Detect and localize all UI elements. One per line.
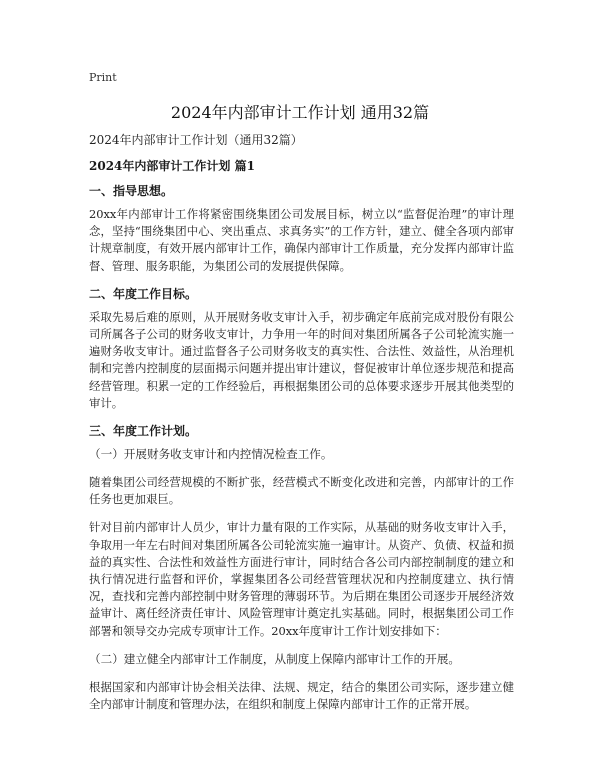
paragraph-audit-system: 根据国家和内部审计协会相关法律、法规、规定，结合的集团公司实际，逐步建立健全内部审计制度和管理办法，在组织和制度上保障内部审计工作的正常开展。 [89, 679, 514, 712]
subheading-audit-system: （二）建立健全内部审计工作制度，从制度上保障内部审计工作的开展。 [89, 651, 461, 666]
section-heading-annual-plan: 三、年度工作计划。 [89, 424, 198, 439]
document-title: 2024年内部审计工作计划 通用32篇 [170, 103, 430, 122]
section-heading-guiding-thought: 一、指导思想。 [89, 184, 174, 198]
subheading-financial-audit: （一）开展财务收支审计和内控情况检查工作。 [89, 447, 333, 462]
paragraph-annual-goal: 采取先易后难的原则，从开展财务收支审计入手，初步确定年底前完成对股份有限公司所属各子公司的财务收支审计，力争用一年的时间对集团所属各子公司轮流实施一遍财务收支审计。通过监督各子公司财务收支的真实性、合法性、效益性，从治理机制和完善内控制度的层面揭示问题并提出审计建议，督促被审计单位逐步规范和提高经营管理。积累一定的工作经验后，再根据集团公司的总体要求逐步开展其他类型的审计。 [89, 309, 514, 410]
paragraph-guiding-thought: 20xx年内部审计工作将紧密围绕集团公司发展目标，树立以“监督促治理”的审计理念，坚持“围绕集团中心、突出重点、求真务实”的工作方针，建立、健全各项内部审计规章制度，有效开展内部审计工作，确保内部审计工作质量，充分发挥内部审计监督、管理、服务职能，为集团公司的发展提供保障。 [89, 207, 514, 273]
print-label: Print [89, 71, 117, 84]
article-heading: 2024年内部审计工作计划 篇1 [89, 159, 255, 173]
paragraph-expansion: 随着集团公司经营规模的不断扩张，经营模式不断变化改进和完善，内部审计的工作任务也更加艰巨。 [89, 475, 514, 507]
document-body [89, 132, 514, 724]
section-heading-annual-goal: 二、年度工作目标。 [89, 286, 198, 301]
document-subtitle: 2024年内部审计工作计划（通用32篇） [89, 133, 303, 147]
paragraph-audit-approach: 针对目前内部审计人员少，审计力量有限的工作实际，从基础的财务收支审计入手，争取用一年左右时间对集团所属各公司轮流实施一遍审计。从资产、负债、权益和损益的真实性、合法性和效益性方面进行审计，同时结合各公司内部控制制度的建立和执行情况进行监督和评价，掌握集团各公司经营管理状况和内控制度建立、执行情况，查找和完善内部控制中财务管理的薄弱环节。为后期在集团公司逐步开展经济效益审计、离任经济责任审计、风险管理审计奠定扎实基础。同时，根据集团公司工作部署和领导交办完成专项审计工作。20xx年度审计工作计划安排如下： [89, 520, 514, 638]
